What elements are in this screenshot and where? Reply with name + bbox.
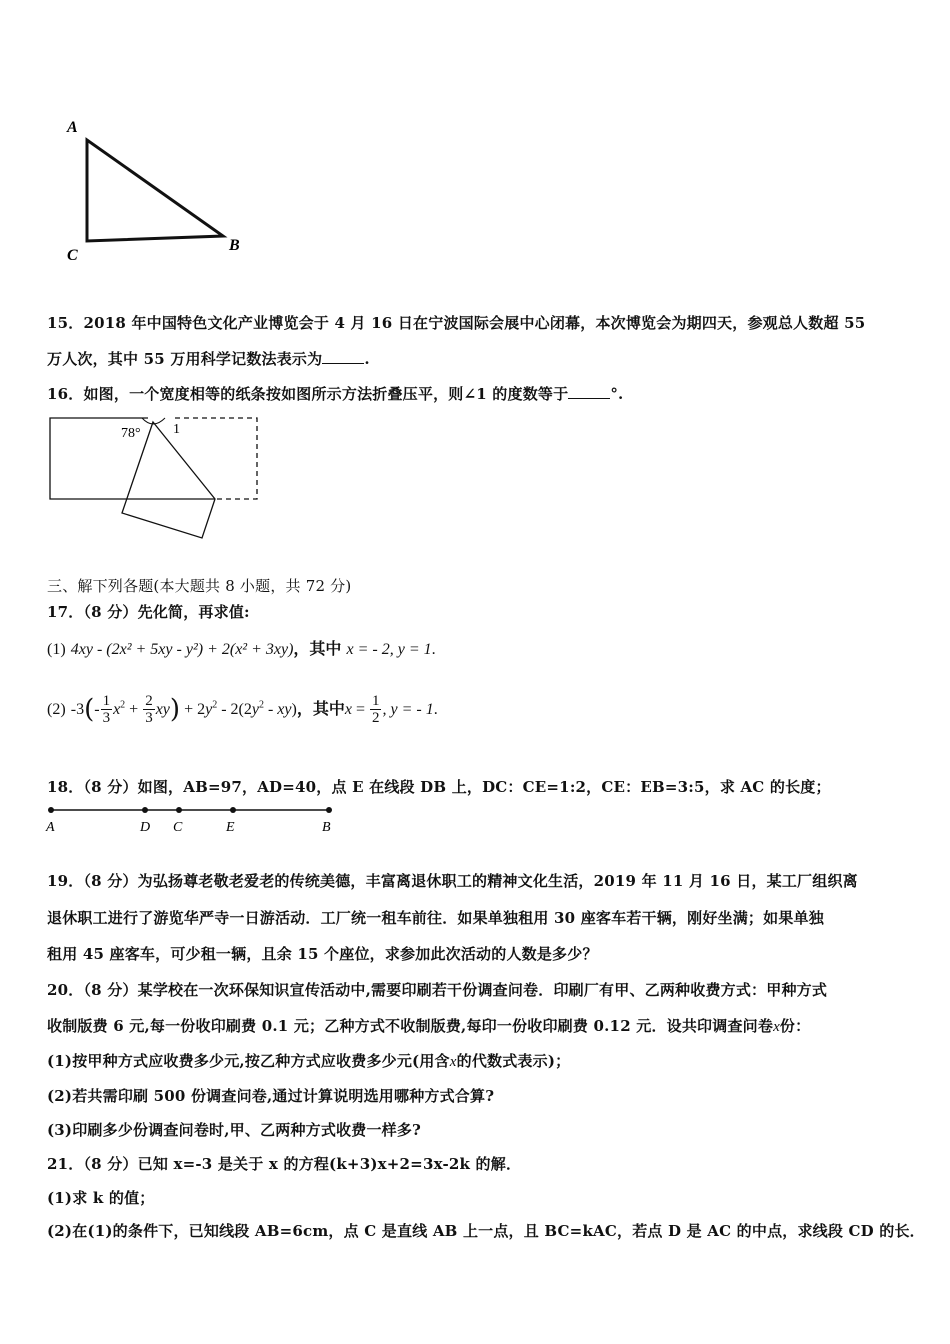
q17-p2-frac-2-3: $\frac{2}{3}$ — [145, 693, 153, 726]
q17-title: 17．（8 分）先化简，再求值: — [47, 603, 250, 621]
segment-figure — [40, 800, 350, 838]
q16-end: °. — [610, 385, 624, 403]
q15-line2-text: 万人次，其中 55 万用科学记数法表示为 — [47, 350, 323, 368]
q20-item3: (3)印刷多少份调查问卷时,甲、乙两种方式收费一样多? — [47, 1121, 422, 1139]
angle-1-label: 1 — [173, 422, 180, 437]
point-a — [48, 807, 54, 813]
q15-answer-blank — [322, 351, 364, 364]
q21-item2: (2)在(1)的条件下，已知线段 AB=6cm，点 C 是直线 AB 上一点，且 BC=kAC，若点 D 是 AC 的中点，求线段 CD 的长． — [47, 1222, 925, 1240]
q17-p1-condition: x = - 2, y = 1 — [346, 641, 432, 658]
section3-title: 三、解下列各题(本大题共 8 小题，共 72 分) — [47, 577, 352, 595]
q17-p1-where: ，其中 — [293, 639, 342, 658]
q17-p2-label: (2) — [47, 701, 66, 718]
q20-line2-text: 收制版费 6 元,每一份收印刷费 0.1 元；乙种方式不收制版费,每印一份收印刷费 0.12 元．设共印调查问卷 — [47, 1017, 774, 1035]
q19-line2: 退休职工进行了游览华严寺一日游活动．工厂统一租车前往．如果单独租用 30 座客车若干辆，刚好坐满；如果单独 — [47, 909, 824, 927]
folded-strip-figure — [45, 410, 265, 545]
q20-line2-var: x — [773, 1019, 780, 1035]
angle-78-label: 78° — [121, 426, 141, 441]
label-a: A — [46, 820, 55, 835]
q16-text: 16．如图，一个宽度相等的纸条按如图所示方法折叠压平，则∠1 的度数等于 — [47, 385, 569, 403]
label-b: B — [322, 820, 331, 835]
point-d — [142, 807, 148, 813]
q15-line2-end: . — [364, 350, 370, 368]
q21-line1: 21．（8 分）已知 x=-3 是关于 x 的方程(k+3)x+2=3x-2k 的解． — [47, 1155, 522, 1173]
triangle-abc — [87, 140, 223, 241]
q20-line2-end: 份： — [779, 1017, 811, 1035]
triangle-label-b: B — [229, 237, 240, 254]
label-c: C — [173, 820, 183, 835]
q17-p2-where: ，其中 — [296, 699, 345, 718]
q17-part1: (1) 4xy - (2x² + 5xy - y²) + 2(x² + 3xy)，其中 x = - 2, y = 1. — [47, 639, 436, 658]
q16-line — [47, 383, 623, 404]
q19-line3: 租用 45 座客车，可少租一辆，且余 15 个座位，求参加此次活动的人数是多少？ — [47, 945, 598, 963]
q20-item1-text: (1)按甲种方式应收费多少元,按乙种方式应收费多少元(用含 — [47, 1052, 450, 1070]
triangle-label-c: C — [67, 247, 78, 264]
q21-item1: (1)求 k 的值； — [47, 1189, 155, 1207]
q19-line1: 19．（8 分）为弘扬尊老敬老爱老的传统美德，丰富离退休职工的精神文化生活，2019 年 11 月 16 日，某工厂组织离 — [47, 872, 858, 890]
q18-text: 18．（8 分）如图，AB=97，AD=40，点 E 在线段 DB 上，DC：CE=1:2，CE：EB=3:5，求 AC 的长度； — [47, 778, 831, 796]
q20-item1-end: 的代数式表示)； — [456, 1052, 571, 1070]
q20-item1-var: x — [449, 1054, 457, 1070]
label-e: E — [226, 820, 235, 835]
point-c — [176, 807, 182, 813]
q16-answer-blank — [568, 386, 610, 399]
q20-line1: 20．（8 分）某学校在一次环保知识宣传活动中,需要印刷若干份调查问卷．印刷厂有甲、乙两种收费方式：甲种方式 — [47, 981, 828, 999]
q20-line2 — [47, 1015, 810, 1036]
triangle-label-a: A — [67, 119, 78, 136]
q17-part2: (2) -3(- $\frac{1}{3}$ $x^2$ + $\frac{2}{3}$ $xy) + 2y^2 - 2(2y^2 - xy)$，其中x = $\frac{1}{2}$ , y = - 1. — [47, 693, 438, 726]
q15-line2 — [47, 348, 370, 369]
q17-p2-frac-1-2: $\frac{1}{2}$ — [371, 693, 380, 726]
q17-p2-close-paren: ) — [169, 694, 181, 725]
q17-p2-condition-y: , y = - 1 — [382, 701, 434, 718]
q15-line1: 15．2018 年中国特色文化产业博览会于 4 月 16 日在宁波国际会展中心闭幕，本次博览会为期四天，参观总人数超 55 — [47, 314, 866, 332]
q20-item2: (2)若共需印刷 500 份调查问卷,通过计算说明选用哪种方式合算? — [47, 1087, 495, 1105]
q17-p1-label: (1) — [47, 641, 66, 658]
point-e — [230, 807, 236, 813]
label-d: D — [140, 820, 151, 835]
q17-p1-expression: 4xy - (2x² + 5xy - y²) + 2(x² + 3xy) — [70, 641, 294, 658]
triangle-figure — [55, 110, 265, 270]
strip-dashed-edge — [175, 418, 257, 499]
q17-p2-open-paren: ( — [84, 694, 95, 725]
point-b — [326, 807, 332, 813]
q20-item1 — [47, 1050, 570, 1071]
q17-p2-frac-1-3: $\frac{1}{3}$ — [102, 693, 111, 726]
